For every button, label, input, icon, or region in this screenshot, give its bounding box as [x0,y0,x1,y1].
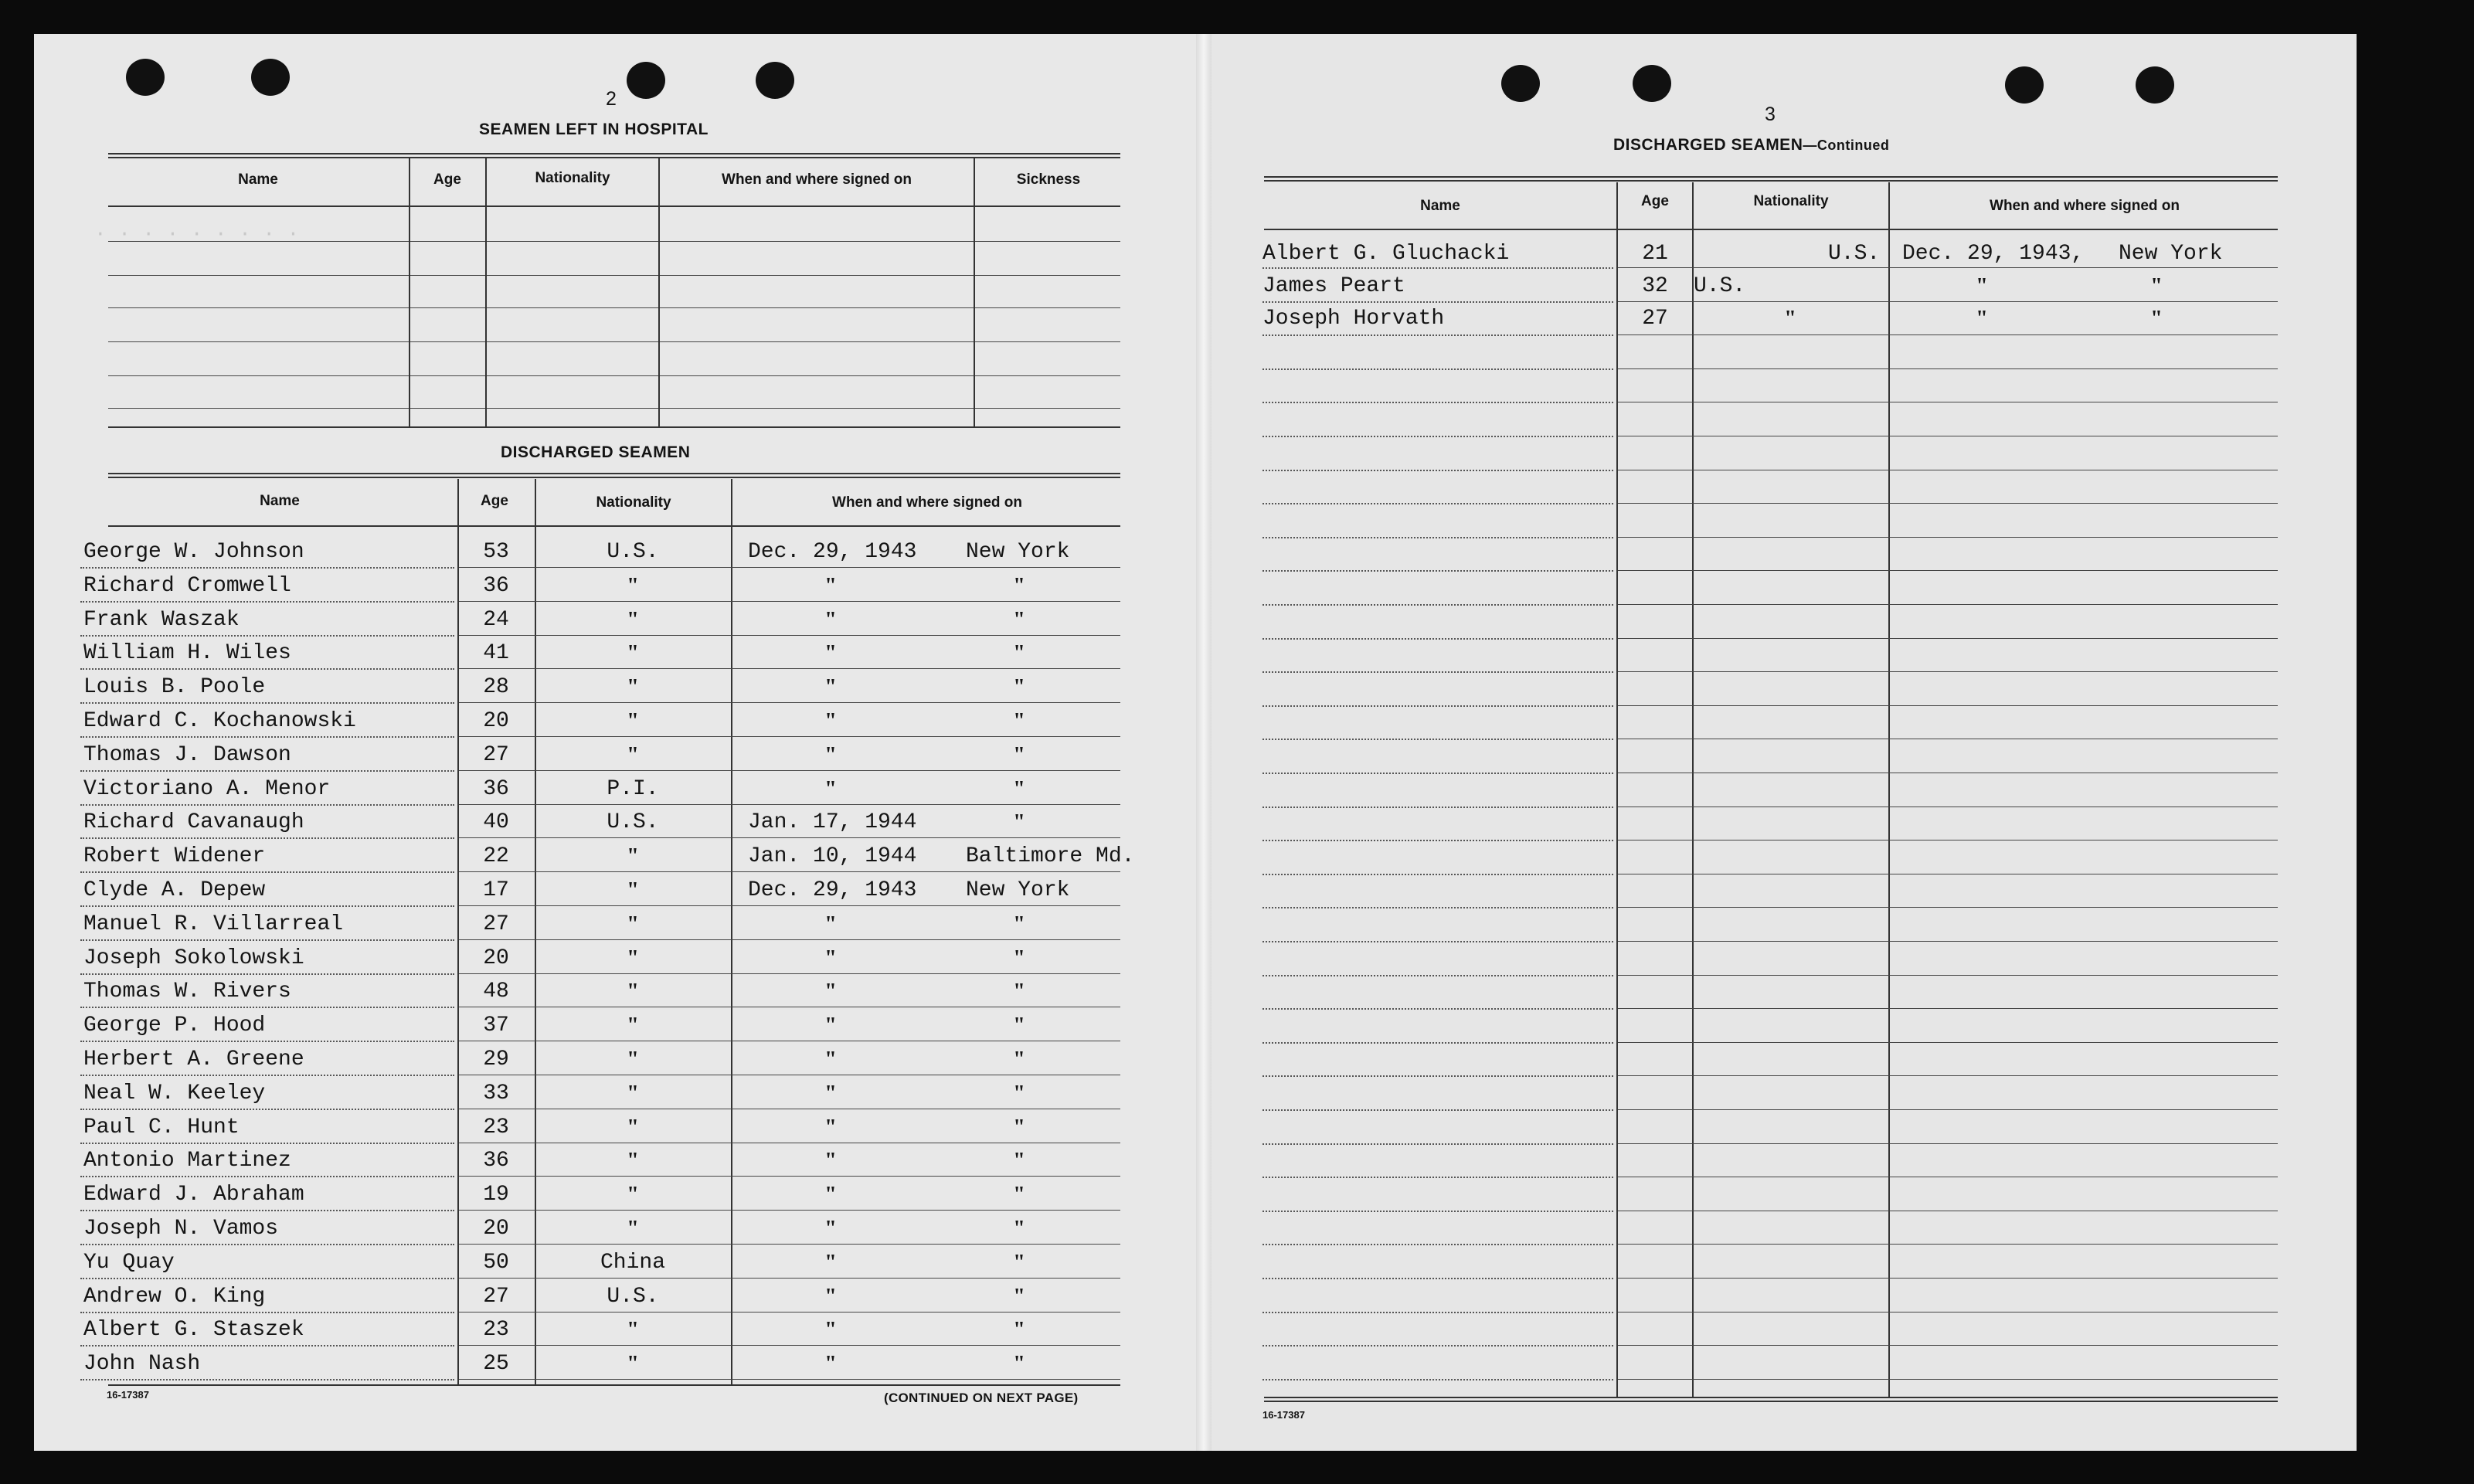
row-rule [1618,975,2278,976]
seaman-nationality: U.S. [1694,274,1746,298]
punch-hole [126,59,165,96]
table-row [0,974,1159,1007]
signed-on-place: " [1013,1081,1025,1105]
row-rule [1618,1143,2278,1144]
row-rule [1262,402,1613,403]
seaman-name: George P. Hood [83,1014,266,1038]
seaman-nationality: China [600,1250,665,1275]
discharged-header-name: Name [260,493,300,509]
row-rule [1618,334,2278,335]
table-row [0,738,1159,770]
seaman-name: Richard Cromwell [83,573,291,598]
seaman-name: Victoriano A. Menor [83,776,331,801]
signed-on-place: " [1013,776,1025,801]
signed-on-date: " [824,980,837,1004]
signed-on-date: " [824,946,837,970]
seaman-nationality: " [627,980,639,1004]
row-rule [1618,1345,2278,1346]
seaman-age: 36 [483,573,509,598]
seaman-name: Joseph N. Vamos [83,1217,279,1241]
row-rule [1618,705,2278,706]
seaman-age: 27 [483,742,509,767]
row-rule [1618,638,2278,639]
row-rule [1618,1379,2278,1380]
seaman-age: 20 [483,1217,509,1241]
row-rule [1262,907,1613,908]
page-number: 3 [1765,104,1776,125]
seaman-nationality: " [627,1115,639,1139]
continued-note: (CONTINUED ON NEXT PAGE) [884,1391,1079,1405]
form-code: 16-17387 [1262,1409,1305,1421]
signed-on-place: " [1013,1048,1025,1071]
seaman-nationality: U.S. [607,540,659,564]
seaman-nationality: " [627,607,639,632]
row-rule [1618,1109,2278,1110]
seaman-name: Thomas J. Dawson [83,742,291,767]
table-row [0,670,1159,702]
hospital-header-rule [108,205,1120,207]
seaman-name: Robert Widener [83,844,266,869]
discharged-table-top-rule [108,473,1120,478]
signed-on-place: " [1013,1149,1025,1173]
table-row [0,1008,1159,1041]
table-row [0,236,2318,269]
row-rule [1262,1312,1613,1313]
signed-on-place: " [1013,1014,1025,1038]
seaman-age: 28 [483,675,509,700]
signed-on-place: New York [2119,242,2223,266]
hospital-table-bottom-rule [108,426,1120,428]
hospital-row-rule [108,341,1120,342]
signed-on-place: " [2150,307,2163,331]
seaman-nationality: " [627,641,639,666]
seaman-nationality: U.S. [1828,242,1881,266]
signed-on-date: " [824,1250,837,1275]
seaman-name: James Peart [1262,274,1405,298]
row-rule [1262,301,1613,303]
hospital-header-nationality: Nationality [535,170,610,186]
signed-on-place: " [1013,980,1025,1004]
signed-on-place: " [1013,1352,1025,1377]
table-row [0,603,1159,635]
punch-hole [1633,65,1671,102]
seaman-nationality: U.S. [607,810,659,835]
signed-on-date: " [824,742,837,767]
signed-on-date: Dec. 29, 1943 [748,878,917,902]
seaman-name: Manuel R. Villarreal [83,912,344,936]
table-row [0,1313,1159,1345]
table-row [0,1279,1159,1312]
seaman-nationality: U.S. [607,1284,659,1309]
row-rule [1262,671,1613,673]
table-row [0,873,1159,905]
signed-on-date: " [824,912,837,936]
discharged-section-title: DISCHARGED SEAMEN [501,443,691,461]
signed-on-place: " [1013,810,1025,835]
row-rule [1262,503,1613,504]
signed-on-place: " [1013,1115,1025,1139]
table-row [0,569,1159,601]
signed-on-date: Dec. 29, 1943 [748,540,917,564]
seaman-name: Antonio Martinez [83,1149,291,1173]
signed-on-date: " [824,1318,837,1343]
seaman-age: 20 [483,946,509,970]
seaman-nationality: " [627,1352,639,1377]
seaman-age: 36 [483,776,509,801]
seaman-nationality: " [627,1217,639,1241]
signed-on-place: " [1013,912,1025,936]
signed-on-date: " [824,1352,837,1377]
seaman-age: 36 [483,1149,509,1173]
row-rule [1262,1278,1613,1279]
row-rule [1262,1244,1613,1245]
signed-on-date: " [824,1149,837,1173]
punch-hole [251,59,290,96]
seaman-age: 22 [483,844,509,869]
seaman-nationality: " [627,742,639,767]
row-rule [1262,1177,1613,1178]
seaman-name: Edward J. Abraham [83,1183,304,1207]
right-col-divider [1888,182,1890,1398]
seaman-name: Albert G. Staszek [83,1318,304,1343]
row-rule [1618,604,2278,605]
row-rule [1618,941,2278,942]
seaman-name: Frank Waszak [83,607,240,632]
signed-on-date: " [824,1048,837,1071]
table-row [0,269,2318,301]
row-rule [1262,1075,1613,1077]
row-rule [1262,1109,1613,1111]
row-rule [1262,975,1613,976]
right-col-divider [1692,182,1694,1398]
table-row [0,1245,1159,1278]
signed-on-date: " [824,573,837,598]
seaman-name: Albert G. Gluchacki [1262,242,1510,266]
row-rule [1262,334,1613,336]
punch-hole [2005,66,2044,104]
row-rule [459,1379,1120,1380]
row-rule [1618,1312,2278,1313]
seaman-age: 32 [1642,274,1668,298]
seaman-age: 29 [483,1048,509,1071]
signed-on-date: " [824,1183,837,1207]
table-row [0,301,2318,334]
signed-on-place: " [1013,1250,1025,1275]
row-rule [1262,1211,1613,1212]
row-rule [1618,671,2278,672]
row-rule [1618,907,2278,908]
row-rule [1262,773,1613,774]
signed-on-date: " [824,1284,837,1309]
row-rule [1618,1008,2278,1009]
seaman-nationality: " [627,675,639,700]
signed-on-date: " [824,1217,837,1241]
hospital-row-rule [108,408,1120,409]
seaman-name: Herbert A. Greene [83,1048,304,1071]
seaman-age: 25 [483,1352,509,1377]
seaman-name: Neal W. Keeley [83,1081,266,1105]
signed-on-place: New York [966,540,1070,564]
seaman-age: 19 [483,1183,509,1207]
row-rule [1618,301,2278,302]
title-suffix: —Continued [1803,138,1890,153]
seaman-nationality: " [627,573,639,598]
signed-on-date: " [824,709,837,733]
discharged-header-nationality: Nationality [596,494,671,511]
table-row [0,1042,1159,1075]
signed-on-date: " [824,1081,837,1105]
seaman-age: 21 [1642,242,1668,266]
row-rule [1618,368,2278,369]
table-row [0,839,1159,871]
table-row [0,1346,1159,1379]
hospital-table-top-rule [108,153,1120,158]
row-rule [1262,874,1613,875]
signed-on-place: " [1013,709,1025,733]
seaman-age: 23 [483,1115,509,1139]
row-rule [1262,1042,1613,1044]
seaman-age: 20 [483,709,509,733]
signed-on-date: " [824,675,837,700]
signed-on-place: " [1013,1318,1025,1343]
signed-on-date: " [824,776,837,801]
row-rule [80,1379,454,1380]
table-row [0,535,1159,567]
row-rule [1618,1244,2278,1245]
row-rule [1618,570,2278,571]
seaman-nationality: " [627,1149,639,1173]
seaman-nationality: " [627,878,639,902]
discharged-header-signed-on: When and where signed on [832,494,1022,511]
seaman-name: Edward C. Kochanowski [83,709,356,733]
discharged-continued-title [1613,136,1889,155]
page-number: 2 [606,88,617,110]
seaman-age: 41 [483,641,509,666]
row-rule [1262,368,1613,370]
row-rule [1618,1278,2278,1279]
hospital-header-signed-on: When and where signed on [722,171,912,188]
signed-on-place: " [1013,1217,1025,1241]
row-rule [1262,1345,1613,1346]
row-rule [1262,840,1613,841]
form-code: 16-17387 [107,1389,149,1401]
row-rule [1262,604,1613,606]
row-rule [1262,436,1613,437]
seaman-nationality: P.I. [607,776,659,801]
row-rule [1262,739,1613,740]
seaman-nationality: " [627,1183,639,1207]
signed-on-place: " [1013,675,1025,700]
right-header-name: Name [1420,198,1460,214]
seaman-age: 23 [483,1318,509,1343]
seaman-age: 40 [483,810,509,835]
table-row [0,941,1159,973]
discharged-table-bottom-rule [108,1384,1120,1386]
right-table-top-rule [1264,176,2278,182]
seaman-name: Richard Cavanaugh [83,810,304,835]
row-rule [1262,638,1613,640]
row-rule [1618,1075,2278,1076]
hospital-section-title: SEAMEN LEFT IN HOSPITAL [479,121,709,138]
seaman-nationality: " [627,1014,639,1038]
right-header-nationality: Nationality [1753,193,1829,209]
row-rule [1262,1143,1613,1145]
seaman-nationality: " [627,709,639,733]
seaman-age: 50 [483,1250,509,1275]
signed-on-date: " [824,1014,837,1038]
signed-on-place: New York [966,878,1070,902]
signed-on-place: " [2150,274,2163,298]
signed-on-place: " [1013,641,1025,666]
row-rule [1618,503,2278,504]
signed-on-place: " [1013,573,1025,598]
seaman-nationality: " [627,1318,639,1343]
table-row [0,805,1159,837]
seaman-age: 48 [483,980,509,1004]
seaman-age: 24 [483,607,509,632]
seaman-age: 17 [483,878,509,902]
seaman-nationality: " [627,912,639,936]
seaman-nationality: " [627,1048,639,1071]
row-rule [1618,267,2278,268]
signed-on-place: " [1013,742,1025,767]
row-rule [1262,570,1613,572]
signed-on-date: " [824,607,837,632]
seaman-name: Joseph Horvath [1262,307,1445,331]
seaman-age: 37 [483,1014,509,1038]
faint-bleed-text: · · · · · · · · · [94,222,300,246]
seaman-name: Louis B. Poole [83,675,266,700]
signed-on-place: " [1013,607,1025,632]
hospital-header-sickness: Sickness [1016,171,1081,188]
signed-on-place: " [1013,1183,1025,1207]
punch-hole [2136,66,2174,104]
right-table-bottom-rule [1264,1397,2278,1402]
signed-on-date: Jan. 17, 1944 [748,810,917,835]
row-rule [1618,1042,2278,1043]
signed-on-place: " [1013,1284,1025,1309]
discharged-header-rule [108,525,1120,527]
seaman-name: Yu Quay [83,1250,175,1275]
row-rule [1262,470,1613,471]
table-row [0,704,1159,736]
seaman-nationality: " [1784,307,1796,331]
table-row [0,636,1159,668]
punch-hole [627,62,665,99]
seaman-nationality: " [627,946,639,970]
signed-on-date: " [1976,274,1988,298]
signed-on-place: Baltimore Md. [966,844,1135,869]
table-row [0,1177,1159,1210]
row-rule [1262,807,1613,808]
punch-hole [1501,65,1540,102]
title-text: DISCHARGED SEAMEN [1613,136,1803,154]
seaman-nationality: " [627,844,639,869]
row-rule [1618,537,2278,538]
table-row [0,1110,1159,1143]
seaman-age: 27 [483,912,509,936]
right-header-age: Age [1641,193,1669,209]
seaman-name: Andrew O. King [83,1284,266,1309]
seaman-name: John Nash [83,1352,201,1377]
table-row [0,1143,1159,1176]
row-rule [1262,1379,1613,1380]
seaman-name: George W. Johnson [83,540,304,564]
signed-on-date: Dec. 29, 1943, [1902,242,2085,266]
signed-on-date: Jan. 10, 1944 [748,844,917,869]
signed-on-date: " [824,1115,837,1139]
punch-hole [756,62,794,99]
hospital-header-age: Age [433,171,461,188]
right-col-divider [1616,182,1618,1398]
signed-on-date: " [1976,307,1988,331]
seaman-name: William H. Wiles [83,641,291,666]
discharged-header-age: Age [481,493,508,509]
hospital-header-name: Name [238,171,278,188]
seaman-age: 27 [1642,307,1668,331]
seaman-name: Paul C. Hunt [83,1115,240,1139]
table-row [0,1211,1159,1244]
row-rule [1262,537,1613,538]
table-row [0,1076,1159,1109]
table-row [0,772,1159,804]
seaman-name: Thomas W. Rivers [83,980,291,1004]
hospital-row-rule [108,375,1120,376]
row-rule [1262,941,1613,942]
row-rule [1262,1008,1613,1010]
right-header-rule [1264,229,2278,230]
signed-on-date: " [824,641,837,666]
seaman-age: 33 [483,1081,509,1105]
signed-on-place: " [1013,946,1025,970]
row-rule [1262,267,1613,269]
seaman-nationality: " [627,1081,639,1105]
row-rule [1262,705,1613,707]
seaman-name: Joseph Sokolowski [83,946,304,970]
seaman-age: 53 [483,540,509,564]
table-row [0,907,1159,939]
seaman-age: 27 [483,1284,509,1309]
seaman-name: Clyde A. Depew [83,878,266,902]
right-header-signed-on: When and where signed on [1990,198,2180,214]
